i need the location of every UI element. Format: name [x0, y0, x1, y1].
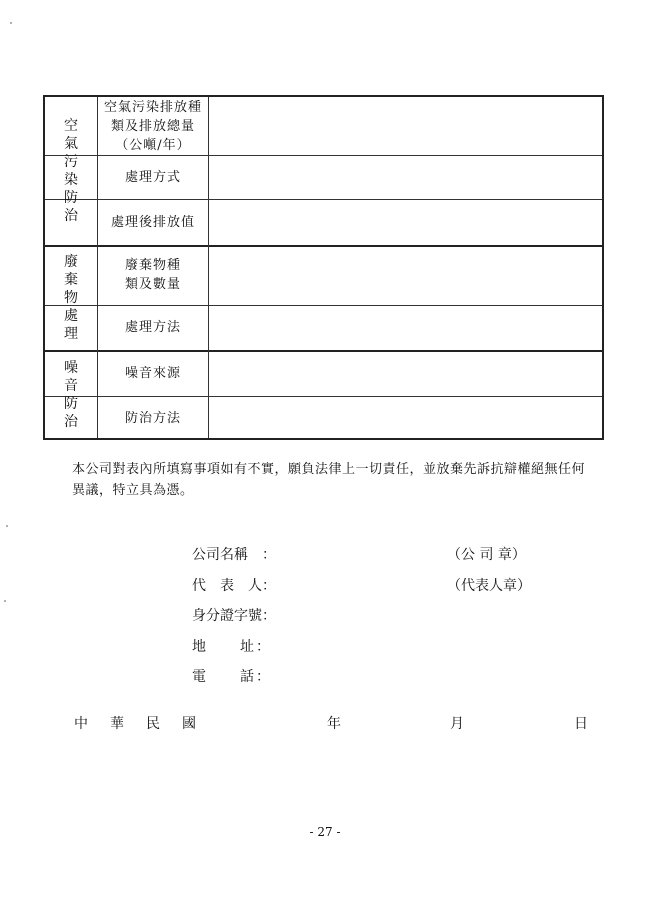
row-label-waste-type: 廢棄物種類及數量	[124, 258, 181, 292]
scan-speck	[10, 22, 12, 24]
page-number: - 27 -	[309, 825, 341, 839]
representative-label: 代 表 人：	[192, 578, 276, 594]
input-treatment-method[interactable]	[208, 155, 602, 199]
input-noise-source[interactable]	[208, 350, 602, 396]
date-month-label: 月	[450, 716, 464, 732]
category-air-pollution: 空 氣 污 染 防 治	[64, 118, 78, 224]
input-noise-method[interactable]	[208, 396, 602, 440]
input-waste-type[interactable]	[208, 245, 602, 305]
row-label-waste-method: 處理方法	[124, 320, 181, 335]
input-waste-method[interactable]	[208, 305, 602, 350]
declaration-text: 本公司對表內所填寫事項如有不實，願負法律上一切責任，並放棄先訴抗辯權絕無任何異議，特立具為憑。	[72, 462, 586, 498]
category-noise-control: 噪 音 防 治	[64, 360, 78, 430]
address-label: 地 址：	[192, 639, 272, 655]
input-air-emission[interactable]	[208, 97, 602, 155]
row-label-noise-method: 防治方法	[124, 410, 181, 426]
input-post-treatment-value[interactable]	[208, 199, 602, 245]
category-waste-treatment: 廢 棄 物 處 理	[64, 253, 78, 342]
date-roc-label: 中 華 民 國	[74, 716, 200, 732]
company-seal-label: （公 司 章）	[447, 547, 526, 563]
row-label-treatment-method: 處理方式	[124, 169, 181, 185]
id-number-label: 身分證字號：	[192, 608, 276, 624]
representative-seal-label: （代表人章）	[447, 578, 531, 594]
row-label-air-emission: 空氣污染排放種類及排放總量（公噸/年）	[103, 99, 202, 153]
date-year-label: 年	[327, 716, 341, 732]
emission-table	[43, 95, 604, 440]
company-name-label: 公司名稱 ：	[192, 547, 276, 563]
scan-speck	[6, 525, 8, 527]
date-day-label: 日	[574, 716, 588, 732]
scan-speck	[4, 600, 6, 602]
row-label-noise-source: 噪音來源	[124, 365, 181, 381]
phone-label: 電 話：	[192, 669, 272, 685]
row-label-post-treatment-value: 處理後排放值	[110, 214, 195, 230]
